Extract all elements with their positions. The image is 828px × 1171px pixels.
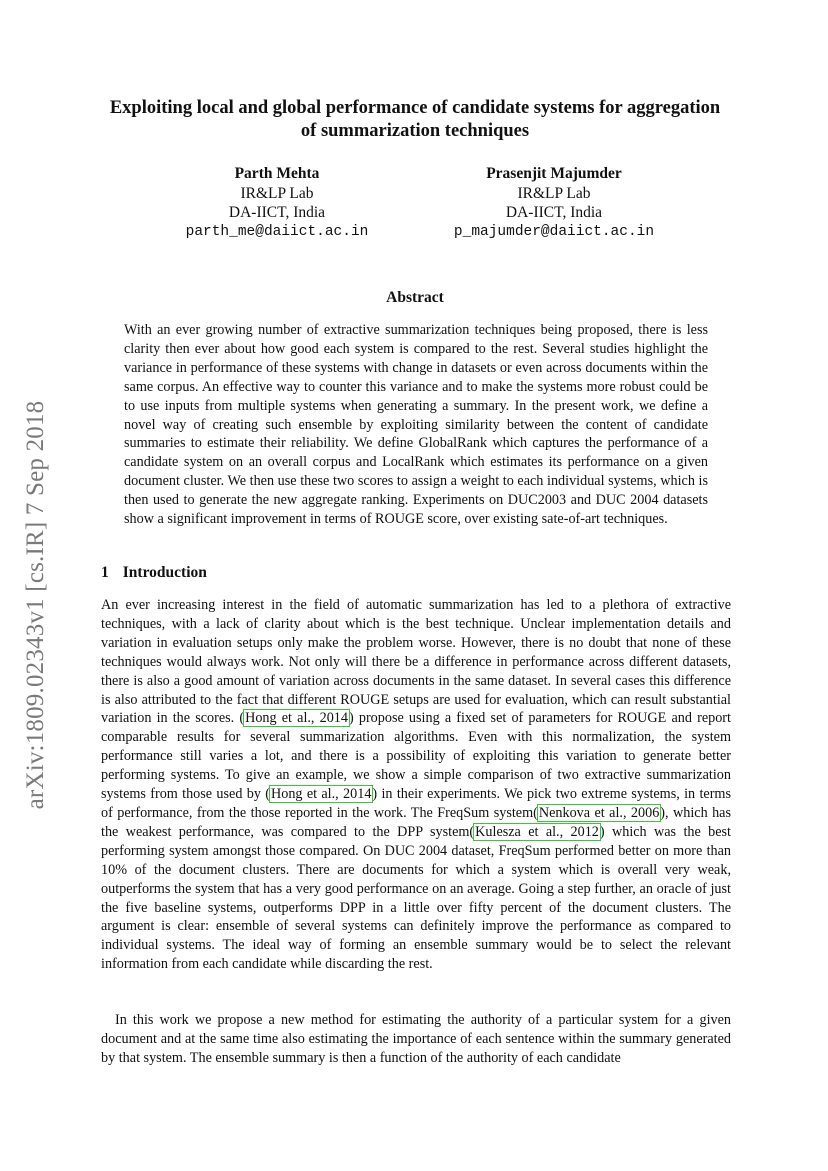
citation-link[interactable]: Kulesza et al., 2012	[475, 823, 599, 840]
arxiv-side-stamp	[6, 380, 66, 830]
author-block-1	[147, 164, 407, 242]
author-institute: DA-IICT, India	[228, 204, 326, 221]
intro-paragraph-2: In this work we propose a new method for estimating the authority of a particular system for a given document and at the same time also estimating the importance of each sentence within the summary generated by that system. The ensemble summary is then a function of the authority of each candidate	[101, 1012, 731, 1066]
author-affiliation: IR&LP Lab	[517, 184, 591, 202]
paragraph-text: An ever increasing interest in the field of automatic summarization has led to a plethora of extractive techniques, with a lack of clarity about which is the best technique. Unclear implementation details and variation in evaluation setups only make the problem worse. However, there is no doubt that none of these techniques would always work. Not only will there be a difference in performance across different datasets, there is also a good amount of variation across documents in the same dataset. In several cases this difference is also attributed to the fact that different ROUGE setups are used for evaluation, which can result substantial variation in the scores. (	[101, 597, 731, 727]
author-name: Prasenjit Majumder	[486, 165, 622, 182]
abstract-heading: Abstract	[386, 289, 444, 306]
intro-paragraph-1	[101, 596, 731, 974]
author-name: Parth Mehta	[234, 165, 320, 182]
paragraph-text: ), which has the weakest performance, was compared to the DPP system(	[101, 804, 731, 840]
author-affiliation: IR&LP Lab	[240, 184, 314, 202]
paragraph-text: ) propose using a fixed set of parameters for ROUGE and report comparable results for several summarization algorithms. Even with this normalization, the system performance still varies a lot, and there is a possibility of exploiting this variation to generate better performing systems. To give an example, we show a simple comparison of two extractive summarization systems from those used by (	[101, 710, 731, 803]
author-email: parth_me@daiict.ac.in	[185, 223, 369, 240]
paragraph-text: ) in their experiments. We pick two extreme systems, in terms of performance, from the those reported in the work. The FreqSum system(	[101, 786, 731, 821]
arxiv-identifier: arXiv:1809.02343v1 [cs.IR] 7 Sep 2018	[22, 400, 49, 810]
author-block-2	[424, 164, 684, 242]
paragraph-text: ) which was the best performing system amongst those compared. On DUC 2004 dataset, FreqSum performed better on more than 10% of the document clusters. There are documents for which a system which is overall very weak, outperforms the system that has a very good performance on an average. Going a step further, an oracle of just the five baseline systems, outperforms DPP in a little over fifty percent of the document clusters. The argument is clear: ensemble of several systems can definitely improve the performance as compared to individual systems. The ideal way of forming an ensemble summary would be to select the relevant information from each candidate while discarding the rest.	[101, 823, 731, 973]
abstract-text: With an ever growing number of extractive summarization techniques being proposed, there is less clarity then ever about how good each system is compared to the rest. Several studies highlight the variance in performance of these systems with change in datasets or even across documents within the same corpus. An effective way to counter this variance and to make the systems more robust could be to use inputs from multiple systems when generating a summary. In the present work, we define a novel way of creating such ensemble by exploiting similarity between the content of candidate summaries to estimate their reliability. We define GlobalRank which captures the performance of a candidate system on an overall corpus and LocalRank which estimates its performance on a given document cluster. We then use these two scores to assign a weight to each individual systems, which is then used to generate the new aggregate ranking. Experiments on DUC2003 and DUC 2004 datasets show a significant improvement in terms of ROUGE score, over existing sate-of-art techniques.	[124, 322, 708, 528]
author-email: p_majumder@daiict.ac.in	[453, 223, 655, 240]
section-number: 1	[101, 564, 109, 581]
section-heading	[101, 564, 207, 582]
author-institute: DA-IICT, India	[505, 204, 603, 221]
citation-link[interactable]: Hong et al., 2014	[270, 786, 372, 803]
citation-link[interactable]: Hong et al., 2014	[245, 710, 348, 727]
section-title: Introduction	[122, 564, 207, 581]
paper-title: Exploiting local and global performance of candidate systems for aggregation of summarization techniques	[109, 98, 721, 141]
citation-link[interactable]: Nenkova et al., 2006	[538, 804, 660, 821]
